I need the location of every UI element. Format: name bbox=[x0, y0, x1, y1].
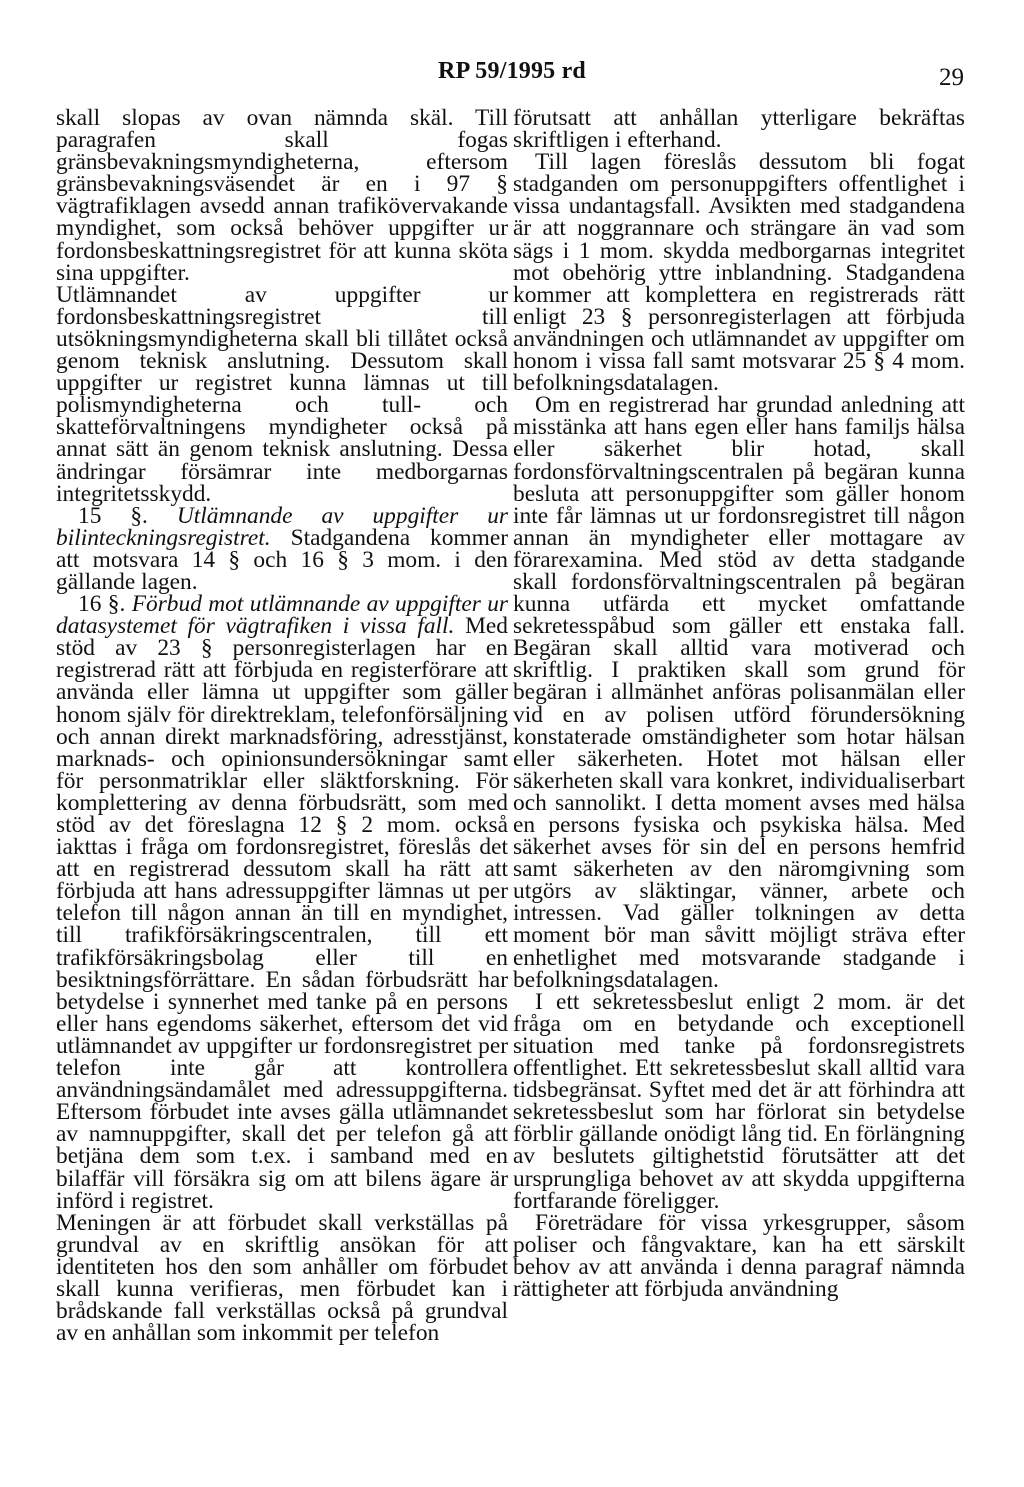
section-text: Stadgandena kommer att motsvara 14 § och 16 § 3 mom. i den gällande lagen. bbox=[56, 524, 508, 595]
paragraph: Om en registrerad har grundad anledning att misstänka att hans egen eller hans familjs hälsa eller säkerhet blir hotad, skall fordonsförvaltningscentralen på begäran kunna besluta att personuppgifter som gäller honom inte får lämnas ut ur fordonsregistret till någon annan än myndigheter eller mottagare av förarexamina. Med stöd av detta stadgande skall fordonsförvaltningscentralen på begäran kunna utfärda ett mycket omfattande sekretesspåbud som gäller ett enstaka fall. Begäran skall alltid vara motiverad och skriftlig. I praktiken skall som grund för begäran i allmänhet anföras polisanmälan eller vid en av polisen utförd förundersökning konstaterade omständigheter som hotar hälsan eller säkerheten. Hotet mot hälsan eller säkerheten skall vara konkret, individualiserbart och sannolikt. I detta moment avses med hälsa en persons fysiska och psykiska hälsa. Med säkerhet avses för sin del en persons hemfrid samt säkerheten av den näromgivning som utgörs av släktingar, vänner, arbete och intressen. Vad gäller tolkningen av detta moment bör man såvitt möjligt sträva efter enhetlighet med motsvarande stadgande i befolkningsdatalagen. bbox=[513, 392, 965, 993]
section-paragraph bbox=[56, 502, 508, 595]
section-number: 16 §. bbox=[78, 591, 126, 618]
section-number: 15 §. bbox=[78, 502, 148, 529]
section-text: Med stöd av 23 § personregisterlagen har en registrerad rätt att förbjuda en registerförare att använda eller lämna ut uppgifter som gäller honom själv för direktreklam, telefonförsäljning och annan direkt marknadsföring, adresstjänst, marknads- och opinionsundersökningar samt för personmatriklar eller släktforskning. För komplettering av denna förbudsrätt, som med stöd av det föreslagna 12 § 2 mom. också iakttas i fråga om fordonsregistret, föreslås det att en registrerad dessutom skall ha rätt att förbjuda att hans adressuppgifter lämnas ut per telefon till någon annan än till en myndighet, till trafikförsäkringscentralen, till ett trafikförsäkringsbolag eller till en besiktningsförrättare. En sådan förbudsrätt har betydelse i synnerhet med tanke på en persons eller hans egendoms säkerhet, eftersom det vid utlämnandet av uppgifter ur fordonsregistret per telefon inte går att kontrollera användningsändamålet med adressuppgifterna. Eftersom förbudet inte avses gälla utlämnandet av namnuppgifter, skall det per telefon gå att betjäna dem som t.ex. i samband med en bilaffär vill försäkra sig om att bilens ägare är införd i registret. bbox=[56, 613, 508, 1214]
section-paragraph bbox=[56, 593, 508, 1212]
page-number: 29 bbox=[939, 64, 964, 91]
paragraph: Meningen är att förbudet skall verkställas på grundval av en skriftlig ansökan för att identiteten hos den som anhåller om förbudet skall kunna verifieras, men förbudet kan i brådskande fall verkställas också på grundval av en anhållan som inkommit per telefon bbox=[56, 1209, 508, 1347]
paragraph: förutsatt att anhållan ytterligare bekräftas skriftligen i efterhand. bbox=[513, 105, 965, 154]
paragraph: Utlämnandet av uppgifter ur fordonsbeskattningsregistret till utsökningsmyndigheterna skall bli tillåtet också genom teknisk anslutning. Dessutom skall uppgifter ur registret kunna lämnas ut till polismyndigheterna och tull- och skatteförvaltningens myndigheter också på annat sätt än genom teknisk anslutning. Dessa ändringar försämrar inte medborgarnas integritetsskydd. bbox=[56, 281, 508, 507]
paragraph: skall slopas av ovan nämnda skäl. Till paragrafen skall fogas gränsbevakningsmyndigheterna, eftersom gränsbevakningsväsendet är en i 97 § vägtrafiklagen avsedd annan trafikövervakande myndighet, som också behöver uppgifter ur fordonsbeskattningsregistret för att kunna sköta sina uppgifter. bbox=[56, 105, 508, 286]
paragraph: Till lagen föreslås dessutom bli fogat stadganden om personuppgifters offentlighet i vissa undantagsfall. Avsikten med stadgandena är att noggrannare och strängare än vad som sägs i 1 mom. skydda medborgarnas integritet mot obehörig yttre inblandning. Stadgandena kommer att komplettera en registrerads rätt enligt 23 § personregisterlagen att förbjuda användningen och utlämnandet av uppgifter om honom i vissa fall samt motsvarar 25 § 4 mom. befolkningsdatalagen. bbox=[513, 149, 965, 397]
right-column bbox=[513, 107, 965, 1300]
section-title: Förbud mot utlämnande av uppgifter ur datasystemet för vägtrafiken i vissa fall. bbox=[56, 591, 508, 640]
left-column bbox=[56, 105, 508, 1347]
paragraph: I ett sekretessbeslut enligt 2 mom. är det fråga om en betydande och exceptionell situation med tanke på fordonsregistrets offentlighet. Ett sekretessbeslut skall alltid vara tidsbegränsat. Syftet med det är att förhindra att sekretessbeslut som har förlorat sin betydelse förblir gällande onödigt lång tid. En förlängning av beslutets giltighetstid förutsätter att det ursprungliga behovet av att skydda uppgifterna fortfarande föreligger. bbox=[513, 988, 965, 1214]
section-title: Utlämnande av uppgifter ur bilinteckningsregistret. bbox=[56, 502, 508, 551]
paragraph: Företrädare för vissa yrkesgrupper, såsom poliser och fångvaktare, kan ha ett särskilt behov av att använda i denna paragraf nämnda rättigheter att förbjuda användning bbox=[513, 1209, 965, 1302]
running-header bbox=[0, 58, 1024, 92]
document-title: RP 59/1995 rd bbox=[438, 58, 586, 84]
